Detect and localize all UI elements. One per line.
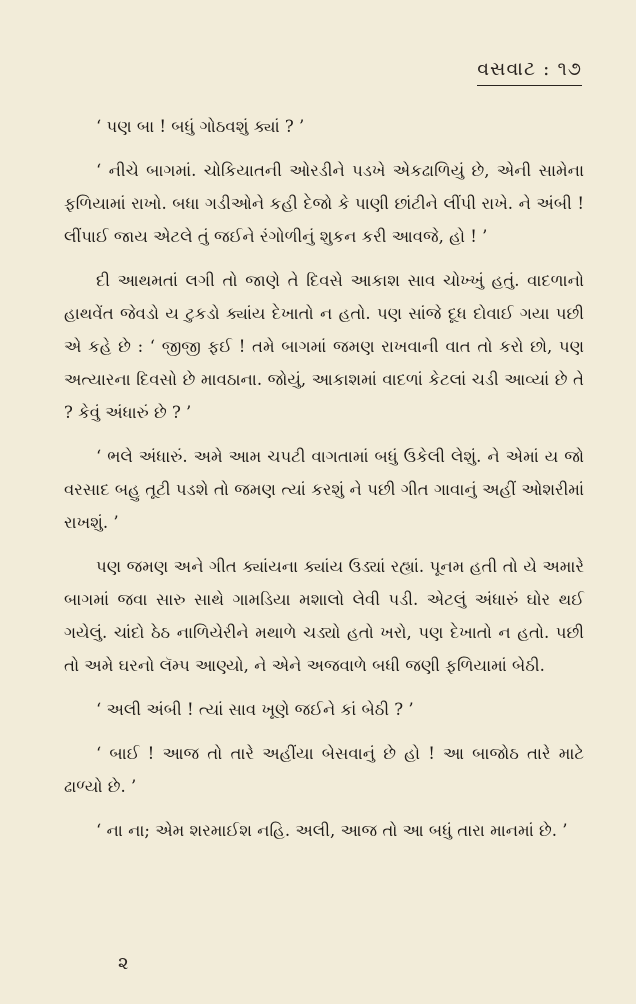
paragraph: પણ જમણ અને ગીત ક્યાંયના ક્યાંય ઉડ્યાં રહ્યાં. પૂનમ હતી તો યે અમારે બાગમાં જવા સારુ સાથે ગામડિયા મશાલો લેવી પડી. એટલું અંધારું ઘોર થઈ ગયેલું. ચાંદો ઠેઠ નાળિયેરીને મથાળે ચડ્યો હતો ખરો, પણ દેખાતો ન હતો. પછી તો અમે ઘરનો લૅમ્પ આણ્યો, ને એને અજવાળે બધી જણી ફળિયામાં બેઠી. <box>64 557 584 675</box>
paragraph: દી આથમતાં લગી તો જાણે તે દિવસે આકાશ સાવ ચોખ્ખું હતું. વાદળાનો હાથવેંત જેવડો ય ટુકડો ક્યાંય દેખાતો ન હતો. પણ સાંજે દૂધ દોવાઈ ગયા પછી એ કહે છે : ‘ જીજી ફઈ ! તમે બાગમાં જમણ રાખવાની વાત તો કરો છો, પણ અત્યારના દિવસો છે માવઠાના. જોયું, આકાશમાં વાદળાં કેટલાં ચડી આવ્યાં છે તે ? કેવું અંધારું છે ? ’ <box>64 271 584 422</box>
page-number: ૨ <box>118 953 129 974</box>
body-text <box>64 110 584 858</box>
paragraph: ‘ અલી અંબી ! ત્યાં સાવ ખૂણે જઈને કાં બેઠી ? ’ <box>96 700 414 719</box>
paragraph: ‘ ના ના; એમ શરમાઈશ નહિ. અલી, આજ તો આ બધું તારા માનમાં છે. ’ <box>96 821 568 840</box>
paragraph: ‘ બાઈ ! આજ તો તારે અહીંયા બેસવાનું છે હો ! આ બાજોઠ તારે માટે ઢાળ્યો છે. ’ <box>64 744 584 796</box>
paragraph: ‘ ભલે અંધારું. અમે આમ ચપટી વાગતામાં બધું ઉકેલી લેશું. ને એમાં ય જો વરસાદ બહુ તૂટી પડશે તો જમણ ત્યાં કરશું ને પછી ગીત ગાવાનું અહીં ઓશરીમાં રાખશું. ’ <box>64 447 584 532</box>
paragraph: ‘ પણ બા ! બધું ગોઠવશું ક્યાં ? ’ <box>96 117 305 136</box>
running-head-underline <box>477 85 582 86</box>
running-head-text: વસવાટ : ૧૭ <box>477 58 582 80</box>
running-head <box>477 58 582 80</box>
paragraph: ‘ નીચે બાગમાં. ચોકિયાતની ઓરડીને પડખે એકઢાળિયું છે, એની સામેના ફળિયામાં રાખો. બધા ગડીઓને કહી દેજો કે પાણી છાંટીને લીંપી રાખે. ને અંબી ! લીંપાઈ જાય એટલે તું જઈને રંગોળીનું શુકન કરી આવજે, હો ! ’ <box>64 161 584 246</box>
